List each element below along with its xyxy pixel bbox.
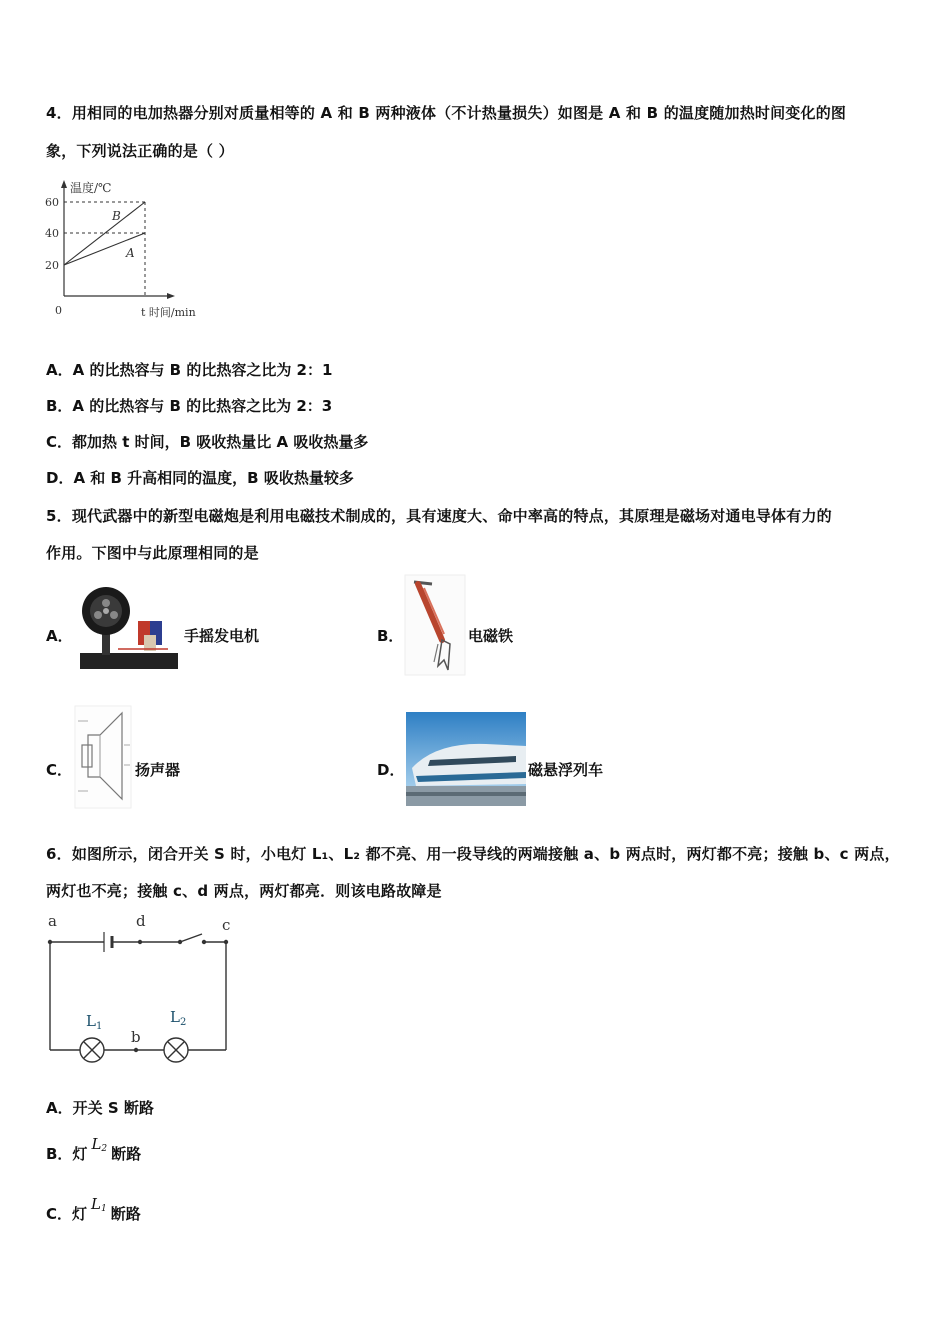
q6-option-c-suffix: 断路 xyxy=(110,1205,141,1223)
q6-option-b[interactable] xyxy=(46,1135,142,1164)
temperature-time-graph xyxy=(40,178,220,328)
q6-option-b-symbol: L xyxy=(91,1135,102,1153)
q4-option-b[interactable]: B．A 的比热容与 B 的比热容之比为 2：3 xyxy=(46,397,333,415)
origin-label: 0 xyxy=(55,304,62,317)
loudspeaker-diagram-image xyxy=(74,705,132,809)
q6-stem-line1: 6．如图所示，闭合开关 S 时，小电灯 L₁、L₂ 都不亮、用一段导线的两端接触 a、b 两点时，两灯都不亮；接触 b、c 两点， xyxy=(46,845,900,863)
node-b-label: b xyxy=(131,1028,141,1046)
q6-option-c-prefix: C．灯 xyxy=(46,1205,88,1223)
q5-option-c-label[interactable]: 扬声器 xyxy=(135,761,181,779)
circuit-diagram xyxy=(40,908,240,1068)
q4-option-a[interactable]: A．A 的比热容与 B 的比热容之比为 2：1 xyxy=(46,361,333,379)
tick-20: 20 xyxy=(45,259,59,272)
q5-option-d-label[interactable]: 磁悬浮列车 xyxy=(528,761,604,779)
lamp-l2-label: $L_2$ xyxy=(170,1008,187,1028)
line-b-label: B xyxy=(112,209,121,223)
q6-option-b-suffix: 断路 xyxy=(111,1145,142,1163)
q6-option-c-subscript: 1 xyxy=(100,1204,107,1214)
node-a-label: a xyxy=(48,912,57,930)
q5-option-d-letter[interactable]: D． xyxy=(377,761,405,779)
q5-option-a-letter[interactable]: A． xyxy=(46,627,73,645)
q4-stem-line2: 象，下列说法正确的是（ ） xyxy=(46,142,234,160)
q6-option-a[interactable]: A．开关 S 断路 xyxy=(46,1099,154,1117)
q5-option-b-label[interactable]: 电磁铁 xyxy=(468,627,514,645)
q5-stem-line2: 作用。下图中与此原理相同的是 xyxy=(46,544,259,562)
maglev-train-image xyxy=(406,712,526,806)
node-d-label: d xyxy=(136,912,146,930)
q6-option-b-subscript: 2 xyxy=(101,1144,108,1154)
q6-option-c[interactable] xyxy=(46,1195,141,1224)
lamp-l1-label: $L_1$ xyxy=(86,1012,103,1032)
hand-crank-generator-image xyxy=(78,583,180,673)
node-c-label: c xyxy=(222,916,231,934)
q6-stem-line2: 两灯也不亮；接触 c、d 两点，两灯都亮．则该电路故障是 xyxy=(46,882,442,900)
tick-40: 40 xyxy=(45,227,59,240)
q5-option-a-label[interactable]: 手摇发电机 xyxy=(184,627,260,645)
line-a-label: A xyxy=(126,246,135,260)
q6-option-c-symbol: L xyxy=(91,1195,101,1213)
x-axis-label: t 时间/min xyxy=(141,306,196,319)
q5-option-b-letter[interactable]: B． xyxy=(377,627,404,645)
q4-stem-line1: 4．用相同的电加热器分别对质量相等的 A 和 B 两种液体（不计热量损失）如图是 A 和 B 的温度随加热时间变化的图 xyxy=(46,104,847,122)
y-axis-label: 温度/℃ xyxy=(70,181,112,195)
electromagnet-image xyxy=(404,574,466,676)
tick-60: 60 xyxy=(45,196,59,209)
q5-option-c-letter[interactable]: C． xyxy=(46,761,73,779)
q6-option-b-prefix: B．灯 xyxy=(46,1145,88,1163)
q4-option-d[interactable]: D．A 和 B 升高相同的温度，B 吸收热量较多 xyxy=(46,469,354,487)
q5-stem-line1: 5．现代武器中的新型电磁炮是利用电磁技术制成的，具有速度大、命中率高的特点，其原理是磁场对通电导体有力的 xyxy=(46,507,832,525)
q4-option-c[interactable]: C．都加热 t 时间，B 吸收热量比 A 吸收热量多 xyxy=(46,433,369,451)
